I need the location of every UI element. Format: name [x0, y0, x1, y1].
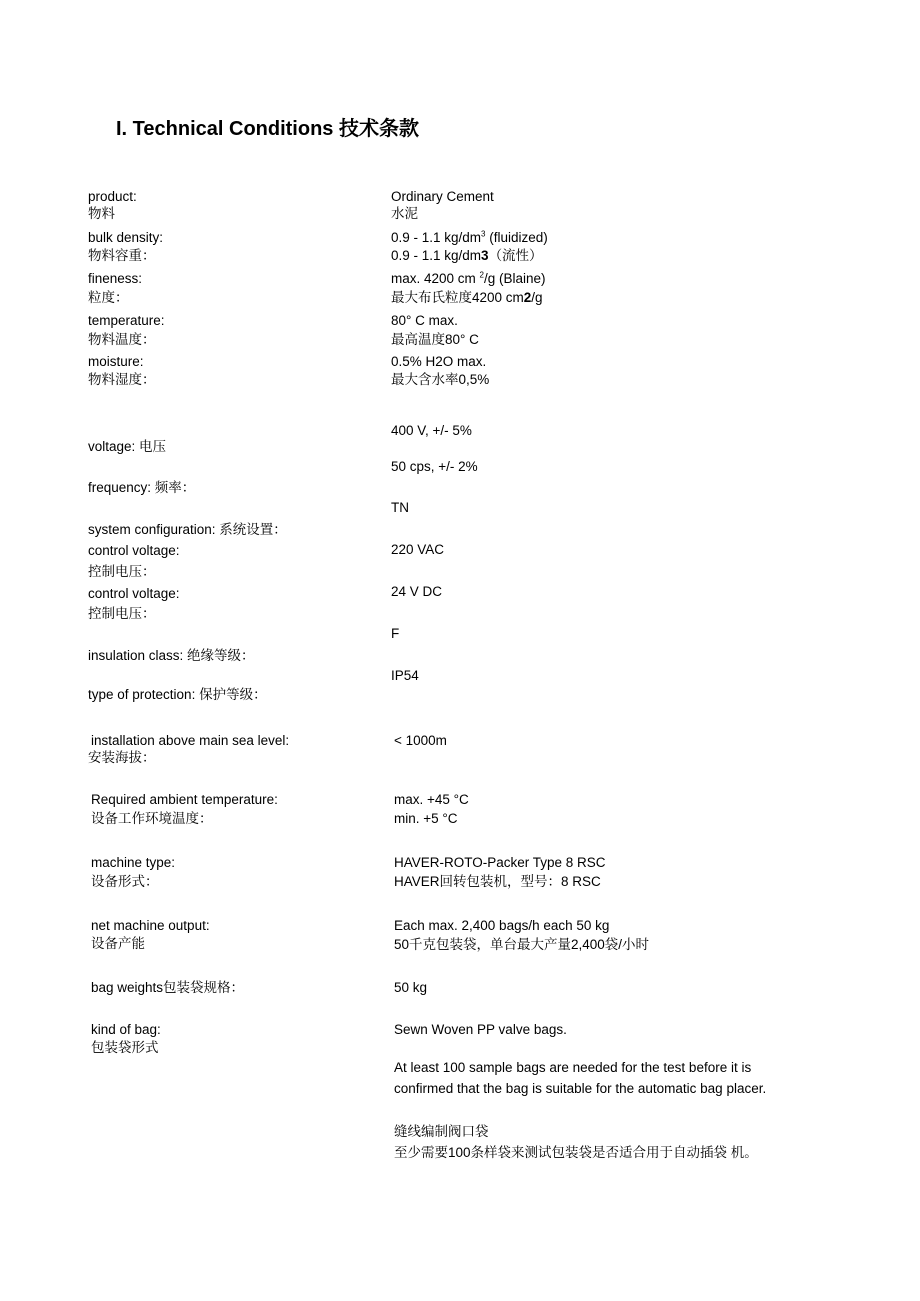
- kind-of-bag-note-en: At least 100 sample bags are needed for the test before it is confirmed that the bag is suitable for the automatic bag placer.: [394, 1060, 767, 1096]
- system-configuration-label: system configuration: 系统设置：: [88, 522, 287, 537]
- bulk-density-value-en: 0.9 - 1.1 $kg/dm^3$ (fluidized): [391, 229, 548, 245]
- frequency-label: frequency: 频率：: [88, 480, 196, 495]
- type-of-protection-value: IP54: [391, 668, 419, 683]
- page-title: I. Technical Conditions 技术条款: [116, 118, 419, 140]
- temperature-label-en: temperature:: [88, 313, 165, 328]
- machine-type-label-en: machine type:: [91, 855, 176, 870]
- moisture-value-en: 0.5% H2O max.: [391, 354, 487, 369]
- control-voltage-1-label-en: control voltage:: [88, 543, 180, 558]
- net-output-label-cn: 设备产能: [91, 936, 145, 951]
- net-output-label-en: net machine output:: [91, 918, 210, 933]
- temperature-label-cn: 物料温度：: [88, 332, 156, 347]
- bag-weights-label: bag weights包装袋规格：: [91, 980, 245, 995]
- net-output-value-en: Each max. 2,400 bags/h each 50 kg: [394, 918, 610, 933]
- ambient-temperature-max: max. +45 °C: [394, 792, 469, 807]
- product-label-en: product:: [88, 189, 137, 204]
- installation-value: < 1000m: [394, 733, 447, 748]
- voltage-label: voltage: 电压: [88, 439, 167, 454]
- ambient-temperature-label-cn: 设备工作环境温度：: [91, 811, 213, 826]
- machine-type-value-cn: HAVER回转包装机，型号：8 RSC: [394, 874, 601, 889]
- insulation-class-value: F: [391, 626, 400, 641]
- moisture-label-cn: 物料湿度：: [88, 372, 156, 387]
- ambient-temperature-label-en: Required ambient temperature:: [91, 792, 278, 807]
- fineness-label-en: fineness:: [88, 271, 143, 286]
- moisture-value-cn: 最大含水率0,5%: [391, 372, 490, 387]
- net-output-value-cn: 50千克包装袋，单台最大产量2,400袋/小时: [394, 937, 650, 952]
- control-voltage-2-value: 24 V DC: [391, 584, 443, 599]
- control-voltage-1-label-cn: 控制电压：: [88, 564, 156, 579]
- kind-of-bag-label-cn: 包装袋形式: [91, 1040, 159, 1055]
- frequency-value: 50 cps, +/- 2%: [391, 459, 478, 474]
- machine-type-label-cn: 设备形式：: [91, 874, 159, 889]
- kind-of-bag-value-en: Sewn Woven PP valve bags.: [394, 1022, 567, 1037]
- fineness-label-cn: 粒度：: [88, 290, 129, 305]
- temperature-value-cn: 最高温度80° C: [391, 332, 479, 347]
- product-label-cn: 物料: [88, 206, 115, 221]
- machine-type-value-en: HAVER-ROTO-Packer Type 8 RSC: [394, 855, 606, 870]
- bag-weights-value: 50 kg: [394, 980, 428, 995]
- ambient-temperature-min: min. +5 °C: [394, 811, 458, 826]
- bulk-density-label-cn: 物料容重：: [88, 248, 156, 263]
- installation-label-en: installation above main sea level:: [91, 733, 290, 748]
- moisture-label-en: moisture:: [88, 354, 144, 369]
- product-value-cn: 水泥: [391, 206, 418, 221]
- fineness-value-en: max. 4200 cm $^2$/g (Blaine): [391, 270, 546, 286]
- bulk-density-label-en: bulk density:: [88, 230, 164, 245]
- kind-of-bag-value-cn: 缝线编制阀口袋: [394, 1124, 489, 1139]
- installation-label-cn: 安装海拔：: [88, 750, 156, 765]
- product-value-en: Ordinary Cement: [391, 189, 494, 204]
- kind-of-bag-label-en: kind of bag:: [91, 1022, 161, 1037]
- type-of-protection-label: type of protection: 保护等级：: [88, 687, 267, 702]
- kind-of-bag-note-cn: 至少需要100条样袋来测试包装袋是否适合用于自动插袋 机。: [394, 1145, 758, 1160]
- insulation-class-label: insulation class: 绝缘等级：: [88, 648, 255, 663]
- temperature-value-en: 80° C max.: [391, 313, 458, 328]
- control-voltage-1-value: 220 VAC: [391, 542, 445, 557]
- voltage-value: 400 V, +/- 5%: [391, 423, 472, 438]
- bulk-density-value-cn: 0.9 - 1.1 kg/dm3（流性）: [391, 248, 543, 263]
- control-voltage-2-label-cn: 控制电压：: [88, 606, 156, 621]
- control-voltage-2-label-en: control voltage:: [88, 586, 180, 601]
- system-configuration-value: TN: [391, 500, 409, 515]
- fineness-value-cn: 最大布氏粒度4200 cm2/g: [391, 290, 543, 305]
